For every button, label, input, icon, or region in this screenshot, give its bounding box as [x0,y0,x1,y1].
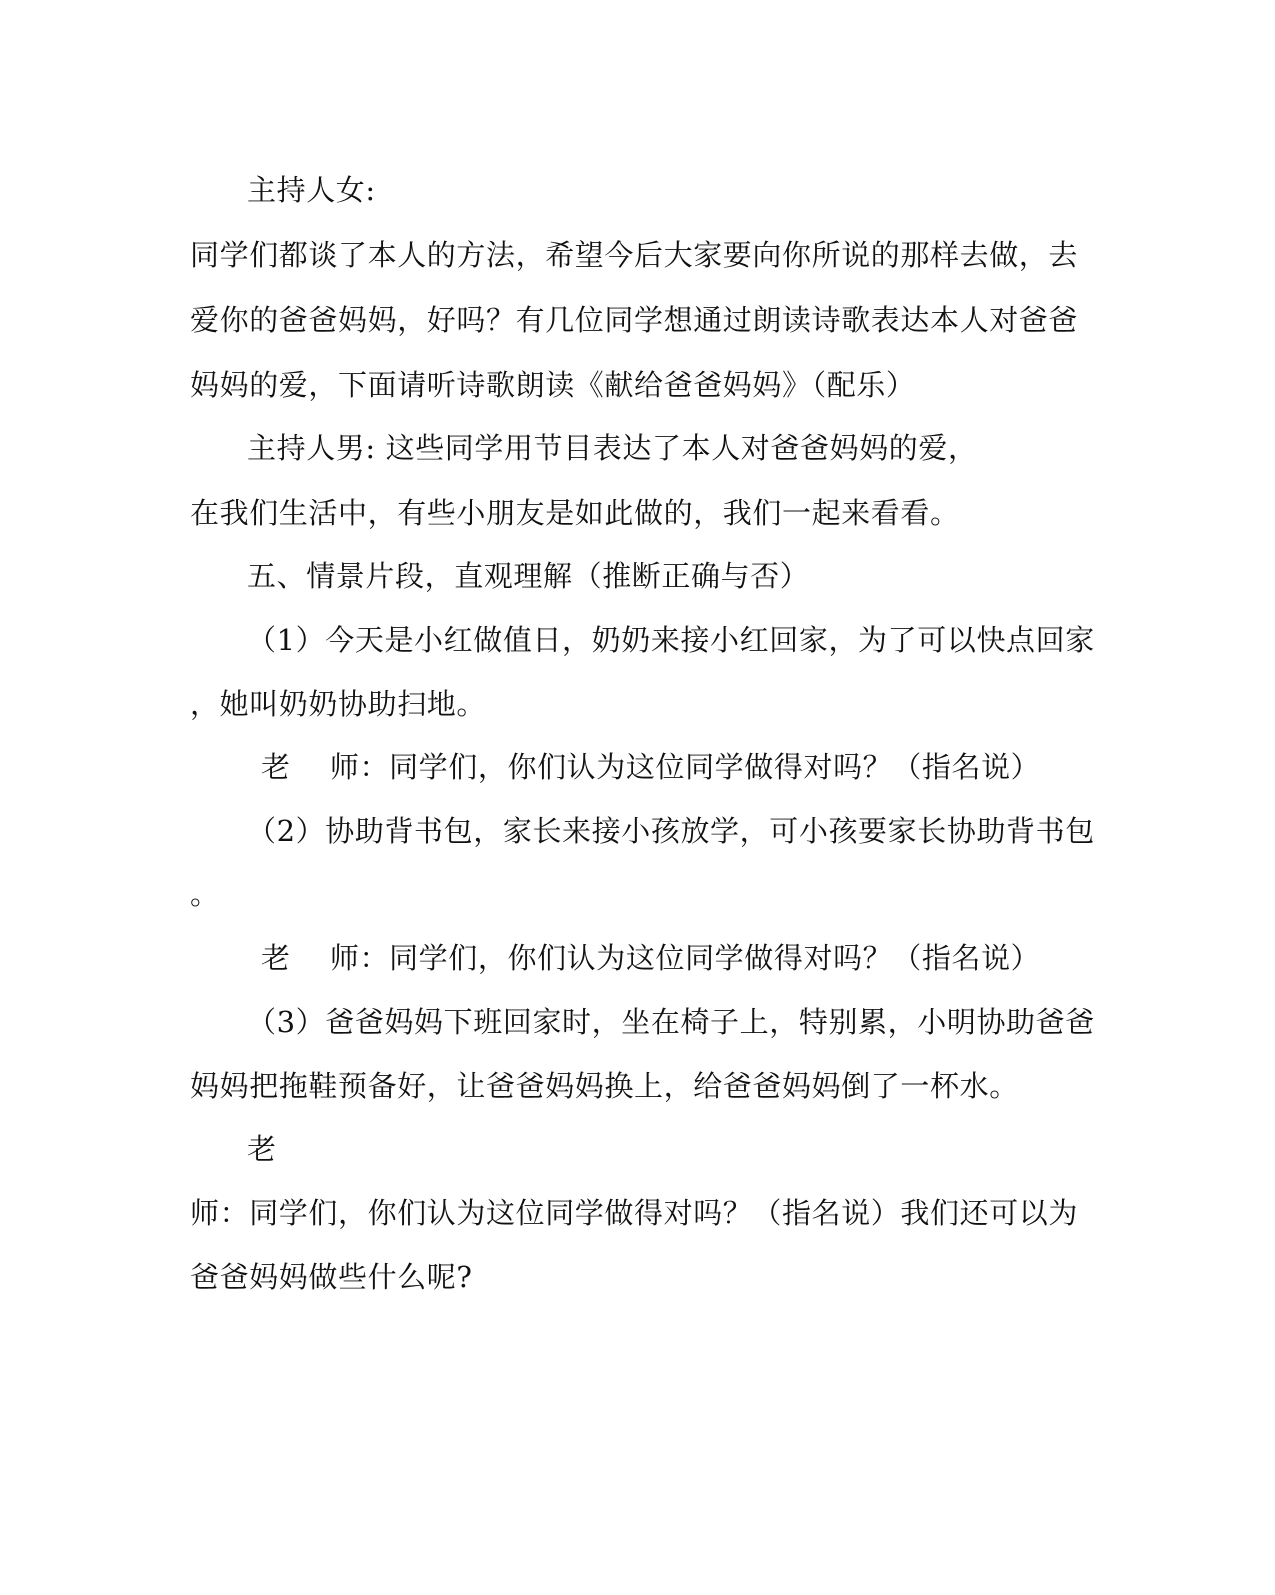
scenario-2-cont: 。 [190,877,220,911]
paragraph-line: 在我们生活中，有些小朋友是如此做的，我们一起来看看。 [190,496,960,530]
teacher-line-2: 老 师：同学们，你们认为这位同学做得对吗？（指名说） [261,941,1041,975]
scenario-3: （3）爸爸妈妈下班回家时，坐在椅子上，特别累，小明协助爸爸 [247,1005,1095,1039]
scenario-1-cont: ，她叫奶奶协助扫地。 [190,687,487,721]
teacher-line-3-cont: 爸爸妈妈做些什么呢? [190,1260,473,1294]
paragraph-line: 爱你的爸爸妈妈，好吗？有几位同学想通过朗读诗歌表达本人对爸爸 [190,303,1079,337]
scenario-2: （2）协助背书包，家长来接小孩放学，可小孩要家长协助背书包 [247,814,1095,848]
scenario-3-cont: 妈妈把拖鞋预备好，让爸爸妈妈换上，给爸爸妈妈倒了一杯水。 [190,1069,1019,1103]
paragraph-line: 妈妈的爱，下面请听诗歌朗读《献给爸爸妈妈》（配乐） [190,368,916,402]
teacher-label: 老 [247,1132,277,1166]
teacher-line-3: 师：同学们，你们认为这位同学做得对吗？（指名说）我们还可以为 [190,1196,1079,1230]
host-female-label: 主持人女: [247,173,376,207]
section-heading: 五、情景片段，直观理解（推断正确与否） [247,559,810,593]
scenario-1: （1）今天是小红做值日，奶奶来接小红回家，为了可以快点回家 [247,623,1095,657]
host-male-line: 主持人男: 这些同学用节目表达了本人对爸爸妈妈的爱， [247,431,978,465]
paragraph-line: 同学们都谈了本人的方法，希望今后大家要向你所说的那样去做，去 [190,238,1079,272]
teacher-line-1: 老 师：同学们，你们认为这位同学做得对吗？（指名说） [261,750,1041,784]
